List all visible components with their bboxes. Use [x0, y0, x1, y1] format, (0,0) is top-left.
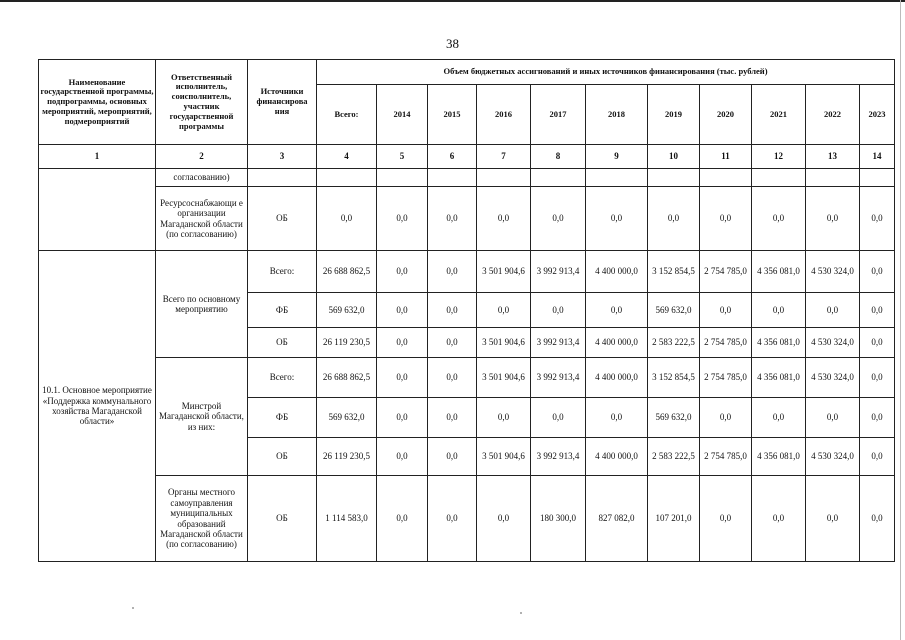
value-cell: 0,0: [377, 438, 428, 476]
value-cell: 3 501 904,6: [477, 251, 531, 293]
value-cell: 0,0: [428, 358, 477, 398]
executor-cell: Всего по основному мероприятию: [156, 251, 248, 358]
value-cell: 0,0: [648, 187, 700, 251]
value-cell: 0,0: [806, 476, 860, 562]
scan-speck: [132, 607, 134, 609]
value-cell: 0,0: [586, 187, 648, 251]
source-cell: ФБ: [248, 293, 317, 328]
empty-cell: [317, 169, 377, 187]
column-number: 14: [860, 145, 895, 169]
value-cell: 2 754 785,0: [700, 328, 752, 358]
empty-cell: [700, 169, 752, 187]
empty-cell: [648, 169, 700, 187]
value-cell: 26 688 862,5: [317, 358, 377, 398]
value-cell: 0,0: [586, 293, 648, 328]
value-cell: 0,0: [428, 438, 477, 476]
value-cell: 4 356 081,0: [752, 328, 806, 358]
empty-cell: [586, 169, 648, 187]
header-year: 2022: [806, 85, 860, 145]
header-year: 2020: [700, 85, 752, 145]
source-cell: ОБ: [248, 328, 317, 358]
column-number-row: [39, 145, 895, 169]
empty-cell: [377, 169, 428, 187]
header-year: 2019: [648, 85, 700, 145]
table-row: [39, 358, 895, 398]
value-cell: 0,0: [377, 187, 428, 251]
value-cell: 26 688 862,5: [317, 251, 377, 293]
value-cell: 2 583 222,5: [648, 438, 700, 476]
value-cell: 4 400 000,0: [586, 328, 648, 358]
header-year: 2016: [477, 85, 531, 145]
header-volume-title: Объем бюджетных ассигнований и иных источников финансирования (тыс. рублей): [317, 60, 895, 85]
header-col-source: Источники финансирова ния: [248, 60, 317, 145]
value-cell: 2 754 785,0: [700, 438, 752, 476]
value-cell: 0,0: [377, 358, 428, 398]
measure-name-cell: 10.1. Основное мероприятие «Поддержка коммунального хозяйства Магаданской области»: [39, 251, 156, 562]
empty-cell: [752, 169, 806, 187]
header-col-executor: Ответственный исполнитель, соисполнитель, участник государственной программы: [156, 60, 248, 145]
header-row-1: [39, 60, 895, 85]
value-cell: 0,0: [860, 358, 895, 398]
value-cell: 0,0: [428, 293, 477, 328]
value-cell: 0,0: [752, 398, 806, 438]
header-year: 2023: [860, 85, 895, 145]
value-cell: 0,0: [477, 476, 531, 562]
value-cell: 0,0: [377, 293, 428, 328]
header-year: 2018: [586, 85, 648, 145]
value-cell: 3 501 904,6: [477, 438, 531, 476]
column-number: 3: [248, 145, 317, 169]
value-cell: 180 300,0: [531, 476, 586, 562]
value-cell: 0,0: [477, 293, 531, 328]
empty-cell: [248, 169, 317, 187]
value-cell: 4 530 324,0: [806, 358, 860, 398]
source-cell: ОБ: [248, 438, 317, 476]
empty-cell: [806, 169, 860, 187]
empty-cell: [531, 169, 586, 187]
value-cell: 0,0: [377, 398, 428, 438]
value-cell: 0,0: [806, 293, 860, 328]
value-cell: 3 992 913,4: [531, 328, 586, 358]
header-year: 2014: [377, 85, 428, 145]
value-cell: 0,0: [531, 187, 586, 251]
column-number: 12: [752, 145, 806, 169]
source-cell: ОБ: [248, 476, 317, 562]
value-cell: 0,0: [860, 476, 895, 562]
table-row: [39, 187, 895, 251]
value-cell: 0,0: [700, 293, 752, 328]
value-cell: 0,0: [586, 398, 648, 438]
table-row: [39, 476, 895, 562]
value-cell: 4 530 324,0: [806, 251, 860, 293]
value-cell: 0,0: [317, 187, 377, 251]
value-cell: 569 632,0: [317, 398, 377, 438]
value-cell: 0,0: [428, 251, 477, 293]
source-cell: ОБ: [248, 187, 317, 251]
page-top-rule: [0, 0, 905, 2]
scan-speck: [520, 612, 522, 614]
value-cell: 0,0: [377, 251, 428, 293]
value-cell: 2 754 785,0: [700, 251, 752, 293]
table-body: [39, 60, 895, 562]
column-number: 7: [477, 145, 531, 169]
column-number: 8: [531, 145, 586, 169]
value-cell: 0,0: [531, 293, 586, 328]
value-cell: 0,0: [752, 293, 806, 328]
value-cell: 0,0: [477, 398, 531, 438]
source-cell: Всего:: [248, 251, 317, 293]
value-cell: 0,0: [377, 476, 428, 562]
value-cell: 0,0: [806, 187, 860, 251]
executor-cell: согласованию): [156, 169, 248, 187]
continued-name-cell: [39, 169, 156, 251]
value-cell: 0,0: [531, 398, 586, 438]
value-cell: 3 501 904,6: [477, 328, 531, 358]
value-cell: 4 356 081,0: [752, 251, 806, 293]
value-cell: 3 992 913,4: [531, 438, 586, 476]
source-cell: Всего:: [248, 358, 317, 398]
column-number: 11: [700, 145, 752, 169]
value-cell: 0,0: [860, 187, 895, 251]
value-cell: 4 356 081,0: [752, 358, 806, 398]
value-cell: 0,0: [700, 476, 752, 562]
empty-cell: [477, 169, 531, 187]
value-cell: 0,0: [428, 187, 477, 251]
value-cell: 4 400 000,0: [586, 358, 648, 398]
value-cell: 26 119 230,5: [317, 328, 377, 358]
value-cell: 0,0: [428, 398, 477, 438]
value-cell: 0,0: [428, 476, 477, 562]
page-right-edge: [900, 0, 901, 640]
value-cell: 0,0: [477, 187, 531, 251]
value-cell: 3 992 913,4: [531, 358, 586, 398]
source-cell: ФБ: [248, 398, 317, 438]
header-year: 2017: [531, 85, 586, 145]
column-number: 13: [806, 145, 860, 169]
empty-cell: [428, 169, 477, 187]
value-cell: 2 754 785,0: [700, 358, 752, 398]
value-cell: 3 501 904,6: [477, 358, 531, 398]
executor-cell: Минстрой Магаданской области, из них:: [156, 358, 248, 476]
column-number: 9: [586, 145, 648, 169]
value-cell: 4 400 000,0: [586, 438, 648, 476]
column-number: 10: [648, 145, 700, 169]
value-cell: 0,0: [752, 187, 806, 251]
value-cell: 569 632,0: [648, 398, 700, 438]
value-cell: 4 356 081,0: [752, 438, 806, 476]
value-cell: 569 632,0: [648, 293, 700, 328]
header-year: 2021: [752, 85, 806, 145]
header-year: Всего:: [317, 85, 377, 145]
value-cell: 3 992 913,4: [531, 251, 586, 293]
value-cell: 0,0: [860, 398, 895, 438]
column-number: 5: [377, 145, 428, 169]
value-cell: 0,0: [428, 328, 477, 358]
value-cell: 0,0: [700, 398, 752, 438]
value-cell: 107 201,0: [648, 476, 700, 562]
value-cell: 0,0: [806, 398, 860, 438]
value-cell: 827 082,0: [586, 476, 648, 562]
financing-table: [38, 59, 895, 562]
value-cell: 0,0: [860, 293, 895, 328]
value-cell: 0,0: [752, 476, 806, 562]
value-cell: 4 400 000,0: [586, 251, 648, 293]
value-cell: 3 152 854,5: [648, 358, 700, 398]
value-cell: 0,0: [700, 187, 752, 251]
column-number: 6: [428, 145, 477, 169]
header-year: 2015: [428, 85, 477, 145]
value-cell: 0,0: [860, 438, 895, 476]
column-number: 1: [39, 145, 156, 169]
value-cell: 4 530 324,0: [806, 438, 860, 476]
value-cell: 3 152 854,5: [648, 251, 700, 293]
page-number: 38: [446, 36, 459, 51]
value-cell: 4 530 324,0: [806, 328, 860, 358]
value-cell: 0,0: [377, 328, 428, 358]
value-cell: 569 632,0: [317, 293, 377, 328]
value-cell: 0,0: [860, 251, 895, 293]
column-number: 4: [317, 145, 377, 169]
column-number: 2: [156, 145, 248, 169]
table-row: [39, 251, 895, 293]
executor-cell: Ресурсоснабжающи е организации Магаданской области (по согласованию): [156, 187, 248, 251]
table-row: [39, 169, 895, 187]
header-col-name: Наименование государственной программы, подпрограммы, основных мероприятий, мероприятий, подмероприятий: [39, 60, 156, 145]
value-cell: 0,0: [860, 328, 895, 358]
value-cell: 1 114 583,0: [317, 476, 377, 562]
value-cell: 2 583 222,5: [648, 328, 700, 358]
empty-cell: [860, 169, 895, 187]
executor-cell: Органы местного самоуправления муниципальных образований Магаданской области (по согласованию): [156, 476, 248, 562]
value-cell: 26 119 230,5: [317, 438, 377, 476]
